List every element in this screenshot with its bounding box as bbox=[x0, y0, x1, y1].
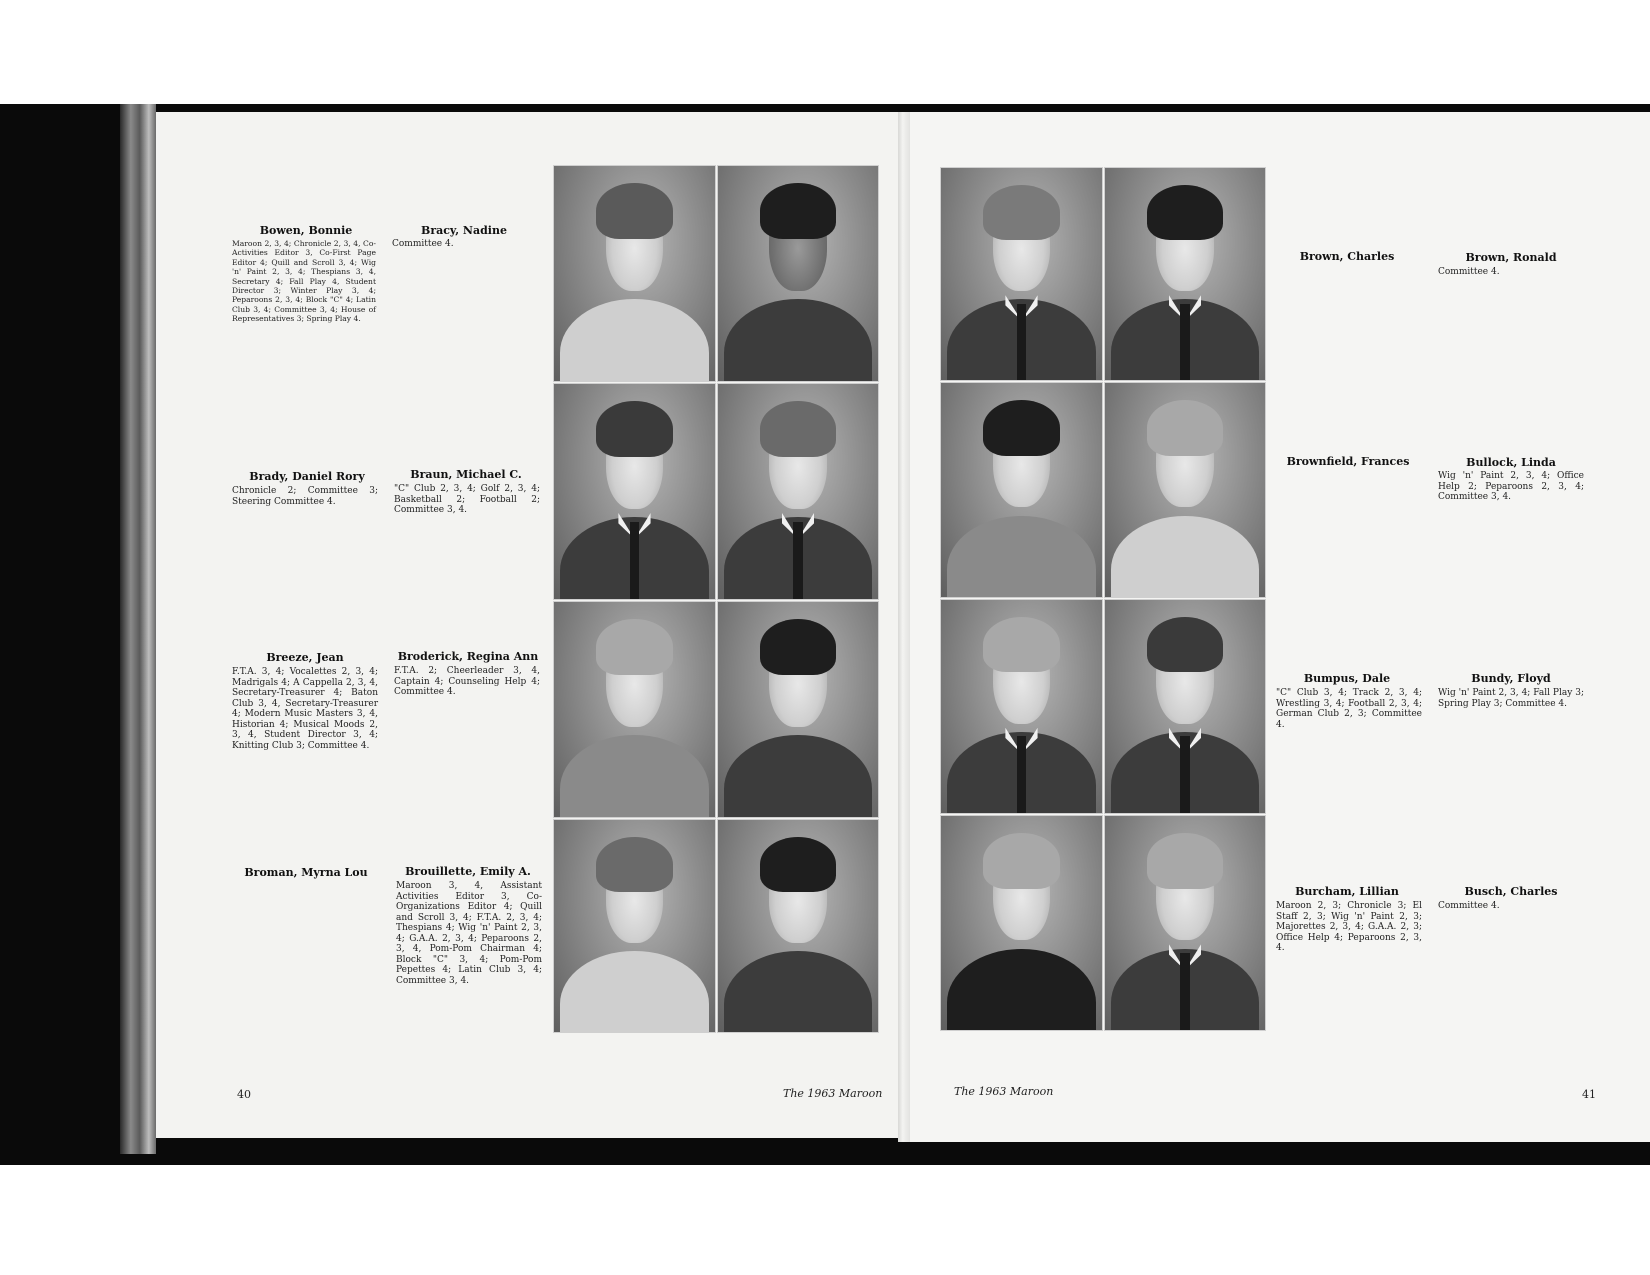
student-activities: F.T.A. 3, 4; Vocalettes 2, 3, 4; Madrigals 4; A Cappella 2, 3, 4, Secretary-Treasurer 4; Baton Club 3, 4, Secretary-Treasurer 4; Modern Music Masters 3, 4, Historian 4; Musical Moods 2, 3, 4, Student Director 3, 4; Knitting Club 3; Committee 4. bbox=[232, 667, 378, 751]
book-spine bbox=[120, 104, 156, 1154]
student-portrait bbox=[717, 601, 879, 818]
student-portrait bbox=[940, 167, 1103, 381]
student-portrait bbox=[553, 819, 716, 1033]
page-number: 41 bbox=[1582, 1088, 1596, 1101]
student-portrait bbox=[553, 383, 716, 600]
student-portrait bbox=[1104, 815, 1266, 1031]
student-portrait bbox=[717, 383, 879, 600]
page-gutter bbox=[898, 112, 910, 1142]
student-activities: "C" Club 3, 4; Track 2, 3, 4; Wrestling 3, 4; Football 2, 3, 4; German Club 2, 3; Committee 4. bbox=[1276, 688, 1422, 730]
student-activities: Wig 'n' Paint 2, 3, 4; Office Help 2; Peparoons 2, 3, 4; Committee 3, 4. bbox=[1438, 471, 1584, 502]
student-portrait bbox=[717, 165, 879, 382]
footer-title: The 1963 Maroon bbox=[954, 1085, 1054, 1098]
student-activities: Committee 4. bbox=[1438, 267, 1500, 277]
student-name: Brown, Charles bbox=[1299, 250, 1395, 263]
student-name: Busch, Charles bbox=[1464, 885, 1558, 898]
student-name: Bumpus, Dale bbox=[1303, 672, 1391, 685]
student-activities: Maroon 3, 4, Assistant Activities Editor 3, Co-Organizations Editor 4; Quill and Scroll 3, 4; F.T.A. 2, 3, 4; Thespians 4; Wig 'n' Paint 2, 3, 4; G.A.A. 2, 3, 4; Peparoons 2, 3, 4, Pom-Pom Chairman 4; Block "C" 3, 4; Pom-Pom Pepettes 4; Latin Club 3, 4; Committee 3, 4. bbox=[396, 881, 542, 986]
student-activities: "C" Club 2, 3, 4; Golf 2, 3, 4; Basketball 2; Football 2; Committee 3, 4. bbox=[394, 484, 540, 515]
student-name: Burcham, Lillian bbox=[1295, 885, 1399, 898]
student-portrait bbox=[1104, 382, 1266, 598]
student-name: Bracy, Nadine bbox=[421, 224, 507, 237]
student-name: Brouillette, Emily A. bbox=[405, 865, 531, 878]
student-name: Brown, Ronald bbox=[1465, 251, 1557, 264]
student-portrait bbox=[940, 599, 1103, 814]
student-name: Broman, Myrna Lou bbox=[244, 866, 368, 879]
footer-title: The 1963 Maroon bbox=[783, 1087, 883, 1100]
student-portrait bbox=[1104, 167, 1266, 381]
student-portrait bbox=[717, 819, 879, 1033]
student-portrait bbox=[553, 165, 716, 382]
student-name: Bundy, Floyd bbox=[1471, 672, 1551, 685]
student-name: Bullock, Linda bbox=[1466, 456, 1556, 469]
student-activities: Chronicle 2; Committee 3; Steering Committee 4. bbox=[232, 486, 378, 507]
student-name: Broderick, Regina Ann bbox=[397, 650, 539, 663]
student-activities: Committee 4. bbox=[1438, 901, 1500, 911]
student-portrait bbox=[553, 601, 716, 818]
student-portrait bbox=[1104, 599, 1266, 814]
student-activities: Committee 4. bbox=[392, 239, 454, 249]
student-name: Brownfield, Frances bbox=[1286, 455, 1410, 468]
student-portrait bbox=[940, 382, 1103, 598]
student-name: Braun, Michael C. bbox=[410, 468, 522, 481]
student-portrait bbox=[940, 815, 1103, 1031]
student-activities: Maroon 2, 3, 4; Chronicle 2, 3, 4, Co-Activities Editor 3, Co-First Page Editor 4; Quill and Scroll 3, 4; Wig 'n' Paint 2, 3, 4; Thespians 3, 4, Secretary 4; Fall Play 4, Student Director 3; Winter Play 3, 4; Peparoons 2, 3, 4; Block "C" 4; Latin Club 3, 4; Committee 3, 4; House of Representatives 3; Spring Play 4. bbox=[232, 239, 376, 324]
student-name: Brady, Daniel Rory bbox=[249, 470, 365, 483]
student-activities: Maroon 2, 3; Chronicle 3; El Staff 2, 3; Wig 'n' Paint 2, 3; Majorettes 2, 3, 4; G.A.A. 2, 3; Office Help 4; Peparoons 2, 3, 4. bbox=[1276, 901, 1422, 953]
student-activities: Wig 'n' Paint 2, 3, 4; Fall Play 3; Spring Play 3; Committee 4. bbox=[1438, 688, 1584, 709]
student-name: Breeze, Jean bbox=[266, 651, 344, 664]
student-name: Bowen, Bonnie bbox=[259, 224, 353, 237]
student-activities: F.T.A. 2; Cheerleader 3, 4, Captain 4; Counseling Help 4; Committee 4. bbox=[394, 666, 540, 697]
page-number: 40 bbox=[237, 1088, 251, 1101]
